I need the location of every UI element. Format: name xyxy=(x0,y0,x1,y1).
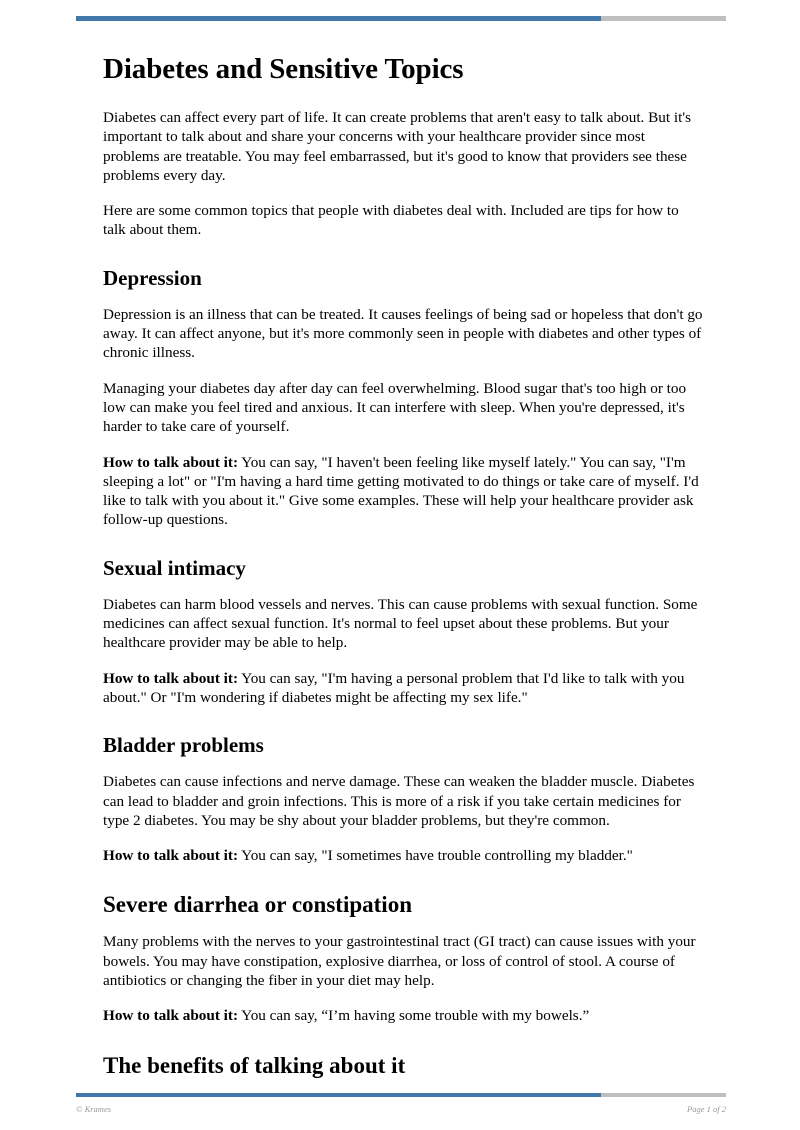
footer-copyright: © Krames xyxy=(76,1104,112,1114)
section-heading-the-benefits-of-talking-about-it: The benefits of talking about it xyxy=(103,1052,406,1078)
how-to-talk-tip xyxy=(103,669,703,708)
tip-text: You can say, "I haven't been feeling like myself lately." You can say, "I'm sleeping a lot" or "I'm having a hard time getting motivated to do things or take care of myself. I'd like to talk with you about it." Give some examples. These will help your healthcare provider ask follow-up questions. xyxy=(103,453,699,529)
tip-label: How to talk about it: xyxy=(103,1007,239,1025)
tip-label: How to talk about it: xyxy=(103,669,239,687)
footer-page-number: Page 1 of 2 xyxy=(687,1104,726,1114)
header-rule xyxy=(76,16,726,21)
how-to-talk-tip xyxy=(103,453,703,530)
header-rule-blue-segment xyxy=(76,16,601,21)
tip-text: You can say, "I'm having a personal problem that I'd like to talk with you about." Or "I'm wondering if diabetes might be affecting my sex life." xyxy=(103,669,685,706)
tip-label: How to talk about it: xyxy=(103,453,239,471)
footer-rule-gray-segment xyxy=(601,1093,726,1097)
section-paragraph: Managing your diabetes day after day can feel overwhelming. Blood sugar that's too high or too low can make you feel tired and anxious. It can interfere with sleep. When you're depressed, it's harder to take care of yourself. xyxy=(103,379,687,436)
tip-label: How to talk about it: xyxy=(103,847,239,865)
section-paragraph: Diabetes can harm blood vessels and nerves. This can cause problems with sexual function. Some medicines can affect sexual function. It's normal to feel upset about these problems. But your healthcare provider may be able to help. xyxy=(103,595,698,652)
intro-paragraph-1: Diabetes can affect every part of life. It can create problems that aren't easy to talk about. But it's important to talk about and share your concerns with your healthcare provider since most problems are treatable. You may feel embarrassed, but it's good to know that providers see these problems every day. xyxy=(103,109,691,184)
document-content xyxy=(103,52,703,1093)
section-heading-severe-diarrhea-or-constipation: Severe diarrhea or constipation xyxy=(103,892,412,918)
section-heading-bladder-problems: Bladder problems xyxy=(103,733,264,758)
section-paragraph: Many problems with the nerves to your gastrointestinal tract (GI tract) can cause issues with your bowels. You may have constipation, explosive diarrhea, or loss of control of stool. A course of antibiotics or changing the fiber in your diet may help. xyxy=(103,933,696,990)
section-heading-depression: Depression xyxy=(103,265,202,290)
footer-rule xyxy=(76,1093,726,1097)
how-to-talk-tip xyxy=(103,846,703,865)
page-title: Diabetes and Sensitive Topics xyxy=(103,53,464,85)
how-to-talk-tip xyxy=(103,1006,703,1025)
section-paragraph: Diabetes can cause infections and nerve damage. These can weaken the bladder muscle. Diabetes can lead to bladder and groin infections. This is more of a risk if you take certain medicines for type 2 diabetes. You may be shy about your bladder problems, but they're common. xyxy=(103,773,695,829)
section-heading-sexual-intimacy: Sexual intimacy xyxy=(103,555,246,580)
section-paragraph: Depression is an illness that can be treated. It causes feelings of being sad or hopeless that don't go away. It can affect anyone, but it's more commonly seen in people with diabetes and other types of chronic illness. xyxy=(103,305,703,362)
footer-rule-blue-segment xyxy=(76,1093,601,1097)
tip-text: You can say, "I sometimes have trouble controlling my bladder." xyxy=(238,847,633,865)
intro-paragraph-2: Here are some common topics that people with diabetes deal with. Included are tips for how to talk about them. xyxy=(103,202,679,239)
header-rule-gray-segment xyxy=(601,16,726,21)
page-footer xyxy=(76,1104,726,1114)
tip-text: You can say, “I’m having some trouble with my bowels.” xyxy=(238,1007,590,1025)
